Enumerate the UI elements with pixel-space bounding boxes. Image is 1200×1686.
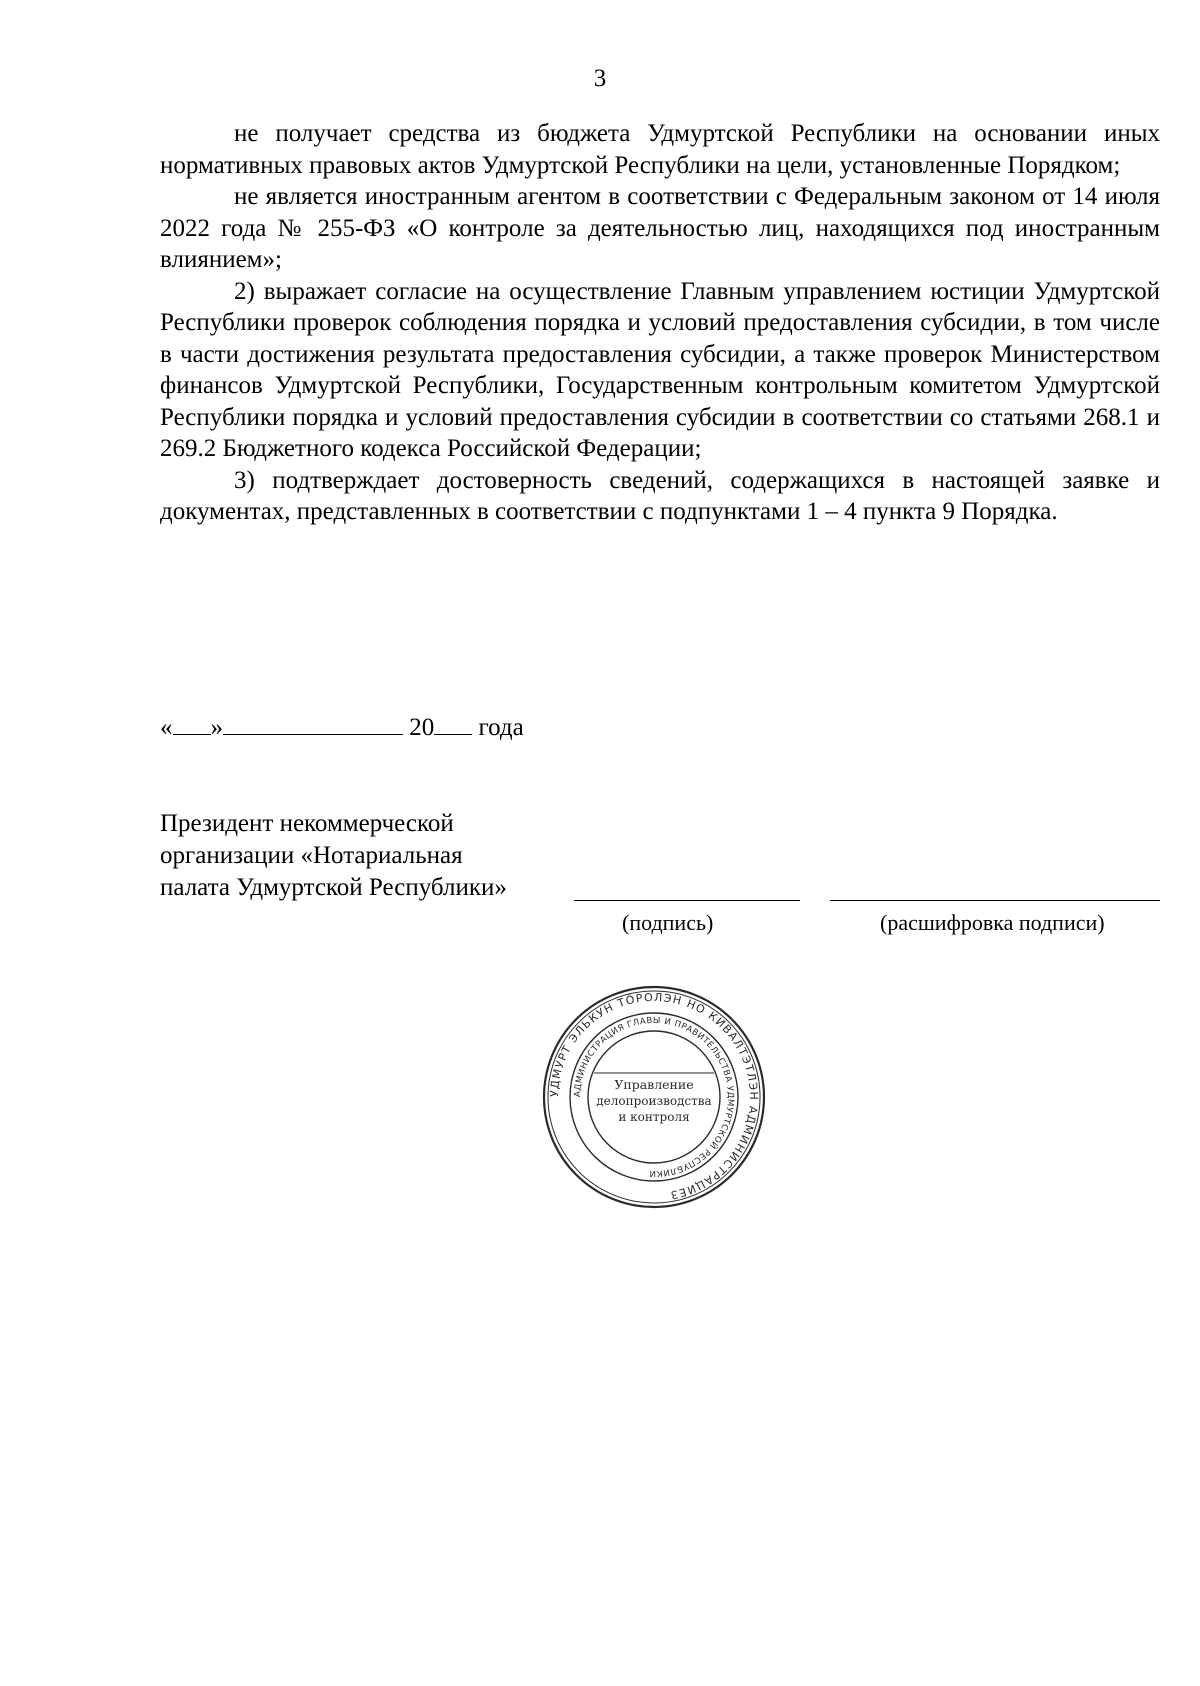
year-suffix: года (478, 714, 524, 741)
day-blank (173, 712, 211, 735)
signer-line-2: организации «Нотариальная (160, 842, 463, 869)
transcript-line (830, 900, 1160, 901)
year-blank (434, 712, 472, 735)
date-open-quote: « (160, 714, 173, 741)
body-text (160, 118, 1160, 528)
signer-line-3: палата Удмуртской Республики» (160, 874, 507, 901)
paragraph-confirmation: 3) подтверждает достоверность сведений, содержащихся в настоящей заявке и документах, представленных в соответствии с подпунктами 1 – 4 пункта 9 Порядка. (160, 466, 1160, 525)
paragraph-foreign-agent: не является иностранным агентом в соответствии с Федеральным законом от 14 июля 2022 года № 255-ФЗ «О контроле за деятельностью лиц, находящихся под иностранным влиянием»; (160, 183, 1160, 273)
stamp-center-line-1: Управление (614, 1077, 694, 1092)
transcript-caption: (расшифровка подписи) (880, 910, 1105, 935)
date-line (160, 712, 524, 743)
stamp-center-line-3: и контроля (618, 1110, 690, 1124)
stamp-outer-text: УДМУРТ ЭЛЬКУН ТӦРОЛЭН НО КИВАЛТЭТЛЭН АДМИНИСТРАЦИЕЗ (547, 990, 761, 1202)
page-number: 3 (593, 65, 607, 92)
paragraph-consent: 2) выражает согласие на осуществление Главным управлением юстиции Удмуртской Республики проверок соблюдения порядка и условий предоставления субсидии, в том числе в части достижения результата предоставления субсидии, а также проверок Министерством финансов Удмуртской Республики, Государственным контрольным комитетом Удмуртской Республики порядка и условий предоставления субсидии в соответствии со статьями 268.1 и 269.2 Бюджетного кодекса Российской Федерации; (160, 277, 1160, 462)
paragraph-budget: не получает средства из бюджета Удмуртской Республики на основании иных нормативных правовых актов Удмуртской Республики на цели, установленные Порядком; (160, 120, 1160, 179)
date-close-quote: » (210, 714, 223, 741)
month-blank (223, 712, 403, 735)
year-prefix: 20 (409, 714, 435, 741)
signature-line (574, 900, 800, 901)
stamp-inner-text: АДМИНИСТРАЦИЯ ГЛАВЫ И ПРАВИТЕЛЬСТВА УДМУРТСКОЙ РЕСПУБЛИКИ (572, 1015, 736, 1179)
signer-line-1: Президент некоммерческой (160, 810, 454, 837)
official-stamp (542, 985, 766, 1209)
signer-block (160, 808, 507, 904)
stamp-center-line-2: делопроизводства (596, 1094, 712, 1108)
signature-caption: (подпись) (622, 910, 714, 935)
